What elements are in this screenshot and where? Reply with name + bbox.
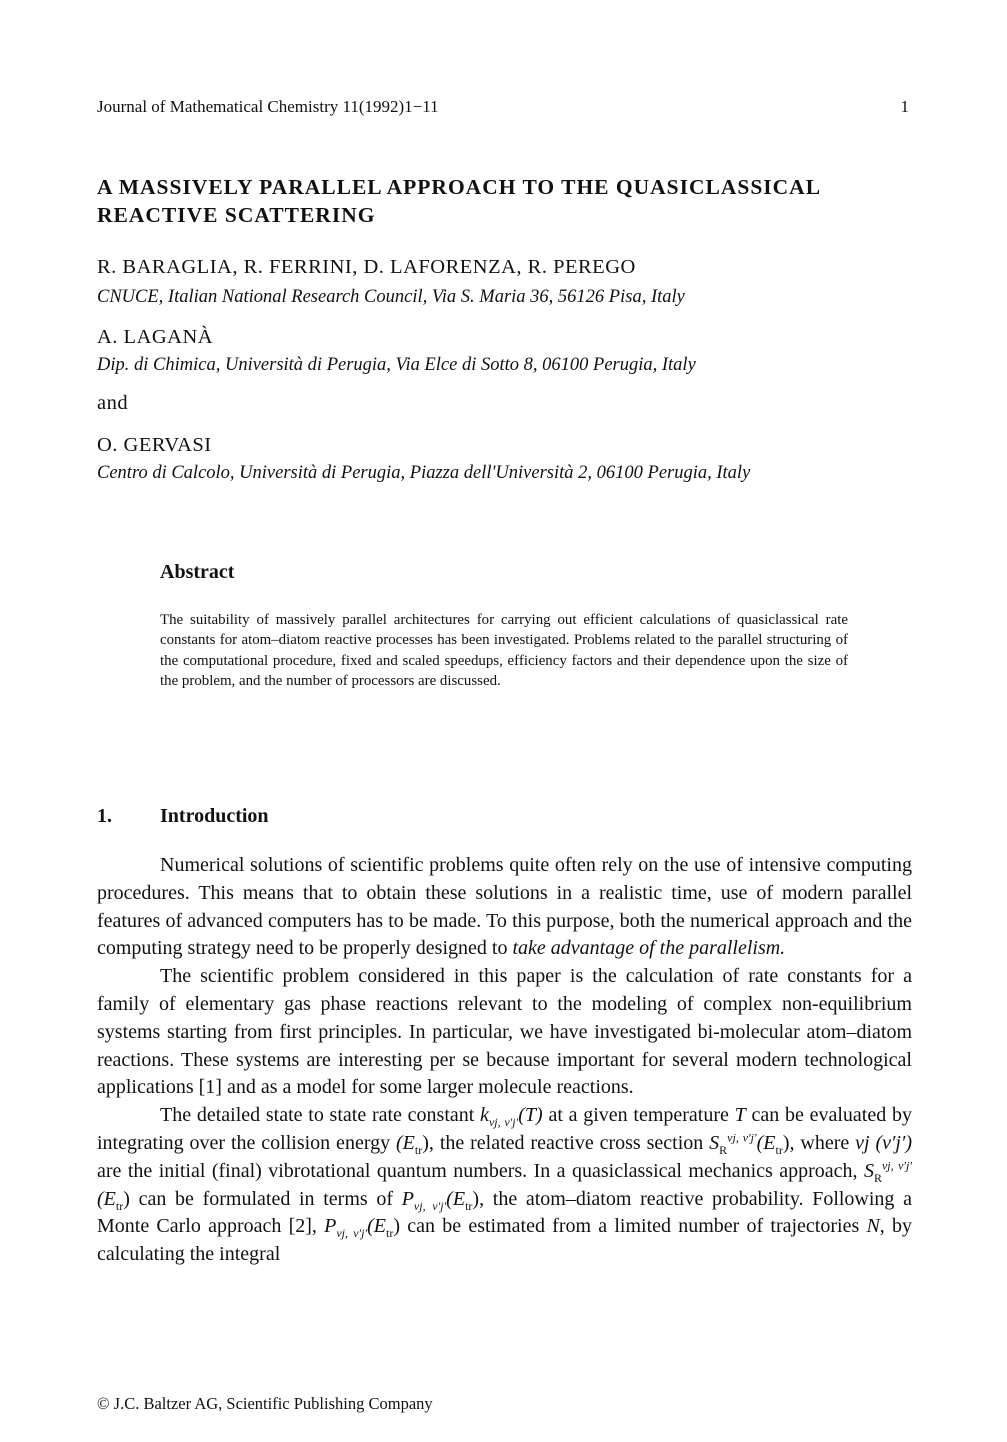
author-group-3: O. GERVASI — [97, 434, 212, 456]
abstract-heading: Abstract — [160, 561, 235, 583]
paragraph-3: The detailed state to state rate constant $k_{vj, v'j'}(T)$ at a given temperature T can be evaluated by integrating over the collision energy $(E_{tr})$, the related reactive cross section $S_R^{vj, v'j'}(E_{tr})$, where vj (v′j′) are the initial (final) vibrotational quantum numbers. In a quasiclassical mechanics approach, $S_R^{vj, v'j'}(E_{tr})$ can be formulated in terms of $P_{vj, v'j'}(E_{tr})$, the atom–diatom reactive probability. Following a Monte Carlo approach [2], $P_{vj, v'j'}(E_{tr})$ can be estimated from a limited number of trajectories N, by calculating the integral — [97, 1104, 913, 1266]
author-group-2: A. LAGANÀ — [97, 326, 214, 348]
running-header — [97, 97, 909, 117]
journal-citation: Journal of Mathematical Chemistry 11(1992)1−11 — [97, 97, 439, 116]
and-conjunction: and — [97, 392, 129, 414]
author-group-1: R. BARAGLIA, R. FERRINI, D. LAFORENZA, R. PEREGO — [97, 256, 636, 278]
paper-title: A MASSIVELY PARALLEL APPROACH TO THE QUASICLASSICAL REACTIVE SCATTERING — [97, 175, 820, 227]
affiliation-3: Centro di Calcolo, Università di Perugia, Piazza dell'Università 2, 06100 Perugia, Italy — [97, 463, 751, 483]
body-text — [97, 852, 912, 1269]
section-number: 1. — [97, 805, 112, 827]
paragraph-2: The scientific problem considered in this paper is the calculation of rate constants for a family of elementary gas phase reactions relevant to the modeling of complex non-equilibrium systems starting from first principles. In particular, we have investigated bi-molecular atom–diatom reactions. These systems are interesting per se because important for several modern technological applications [1] and as a model for some larger molecule reactions. — [97, 965, 912, 1099]
abstract-text: The suitability of massively parallel architectures for carrying out efficient calculations of quasiclassical rate constants for atom–diatom reactive processes has been investigated. Problems related to the parallel structuring of the computational procedure, fixed and scaled speedups, efficiency factors and their dependence upon the size of the problem, and the number of processors are discussed. — [160, 612, 848, 690]
page-number: 1 — [900, 97, 909, 116]
affiliation-1: CNUCE, Italian National Research Council, Via S. Maria 36, 56126 Pisa, Italy — [97, 287, 685, 307]
affiliation-2: Dip. di Chimica, Università di Perugia, Via Elce di Sotto 8, 06100 Perugia, Italy — [97, 355, 696, 375]
copyright-footer: © J.C. Baltzer AG, Scientific Publishing Company — [97, 1394, 433, 1413]
section-title: Introduction — [160, 805, 269, 827]
paragraph-1: Numerical solutions of scientific problems quite often rely on the use of intensive computing procedures. This means that to obtain these solutions in a realistic time, use of modern parallel features of advanced computers has to be made. To this purpose, both the numerical approach and the computing strategy need to be properly designed to take advantage of the parallelism. — [97, 854, 912, 960]
